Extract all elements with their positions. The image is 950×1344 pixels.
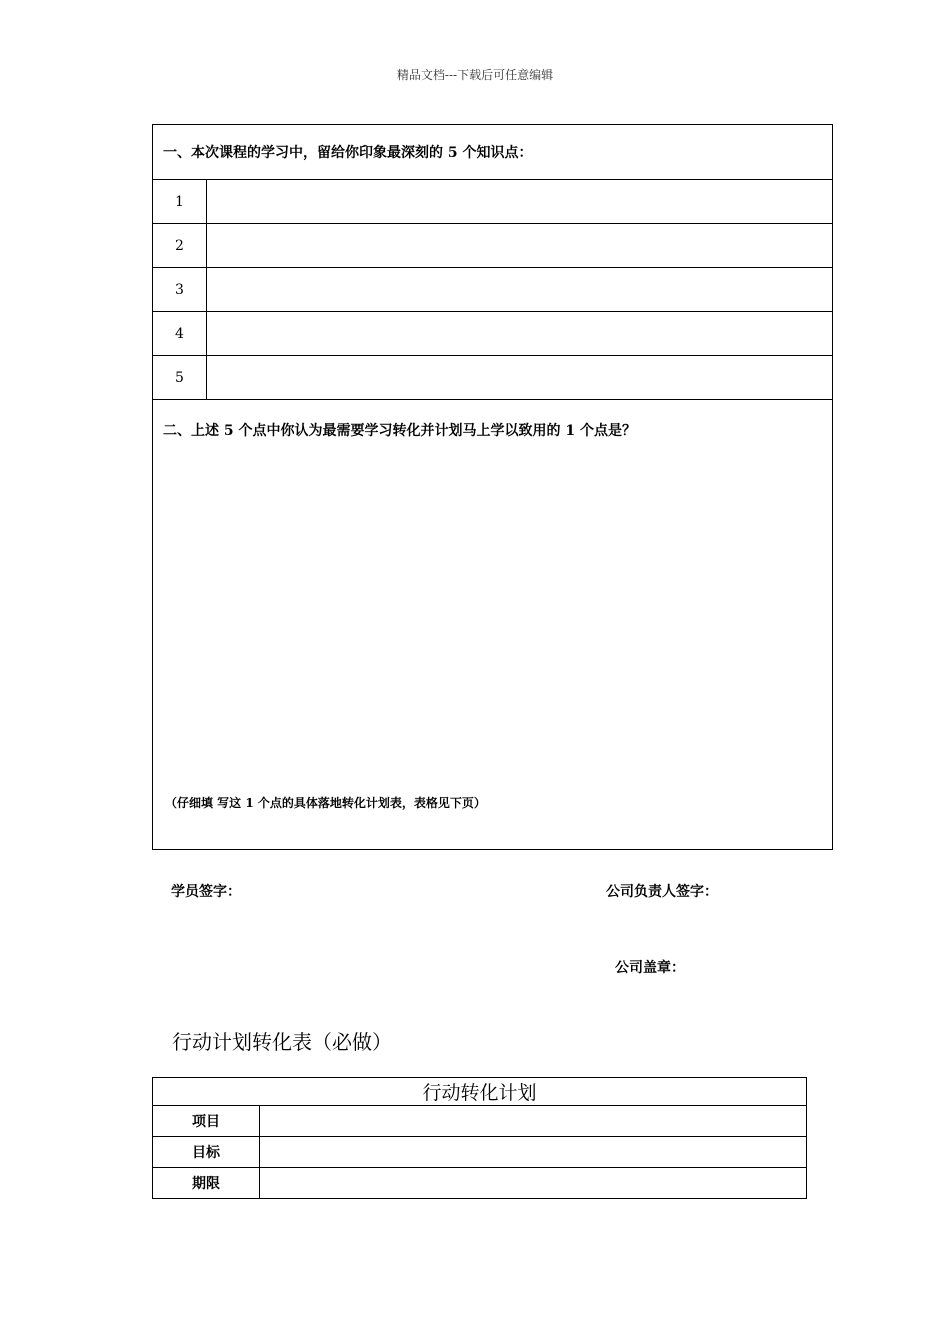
fill-note: （仔细填 写这 1 个点的具体落地转化计划表，表格见下页） [165, 796, 486, 810]
row-label-goal: 目标 [153, 1137, 260, 1168]
deadline-field[interactable] [260, 1168, 807, 1199]
knowledge-point-field-3[interactable] [207, 268, 833, 312]
knowledge-points-table [152, 124, 833, 850]
question-2: 二、上述 5 个点中你认为最需要学习转化并计划马上学以致用的 1 个点是？ [163, 423, 636, 439]
question-2-cell[interactable] [153, 400, 833, 850]
row-number: 4 [153, 312, 207, 356]
row-label-project: 项目 [153, 1106, 260, 1137]
project-field[interactable] [260, 1106, 807, 1137]
student-signature-label: 学员签字： [171, 884, 241, 900]
row-label-deadline: 期限 [153, 1168, 260, 1199]
row-number: 2 [153, 224, 207, 268]
knowledge-point-field-5[interactable] [207, 356, 833, 400]
action-plan-section-title: 行动计划转化表（必做） [172, 1030, 392, 1054]
question-1: 一、本次课程的学习中，留给你印象最深刻的 5 个知识点： [153, 125, 833, 180]
page-header: 精品文档---下载后可任意编辑 [396, 68, 554, 82]
knowledge-point-field-1[interactable] [207, 180, 833, 224]
action-plan-table-title: 行动转化计划 [153, 1078, 807, 1106]
goal-field[interactable] [260, 1137, 807, 1168]
row-number: 1 [153, 180, 207, 224]
knowledge-point-field-2[interactable] [207, 224, 833, 268]
action-plan-table [152, 1077, 807, 1199]
manager-signature-label: 公司负责人签字： [606, 884, 718, 900]
company-stamp-label: 公司盖章： [615, 960, 685, 976]
row-number: 5 [153, 356, 207, 400]
row-number: 3 [153, 268, 207, 312]
knowledge-point-field-4[interactable] [207, 312, 833, 356]
